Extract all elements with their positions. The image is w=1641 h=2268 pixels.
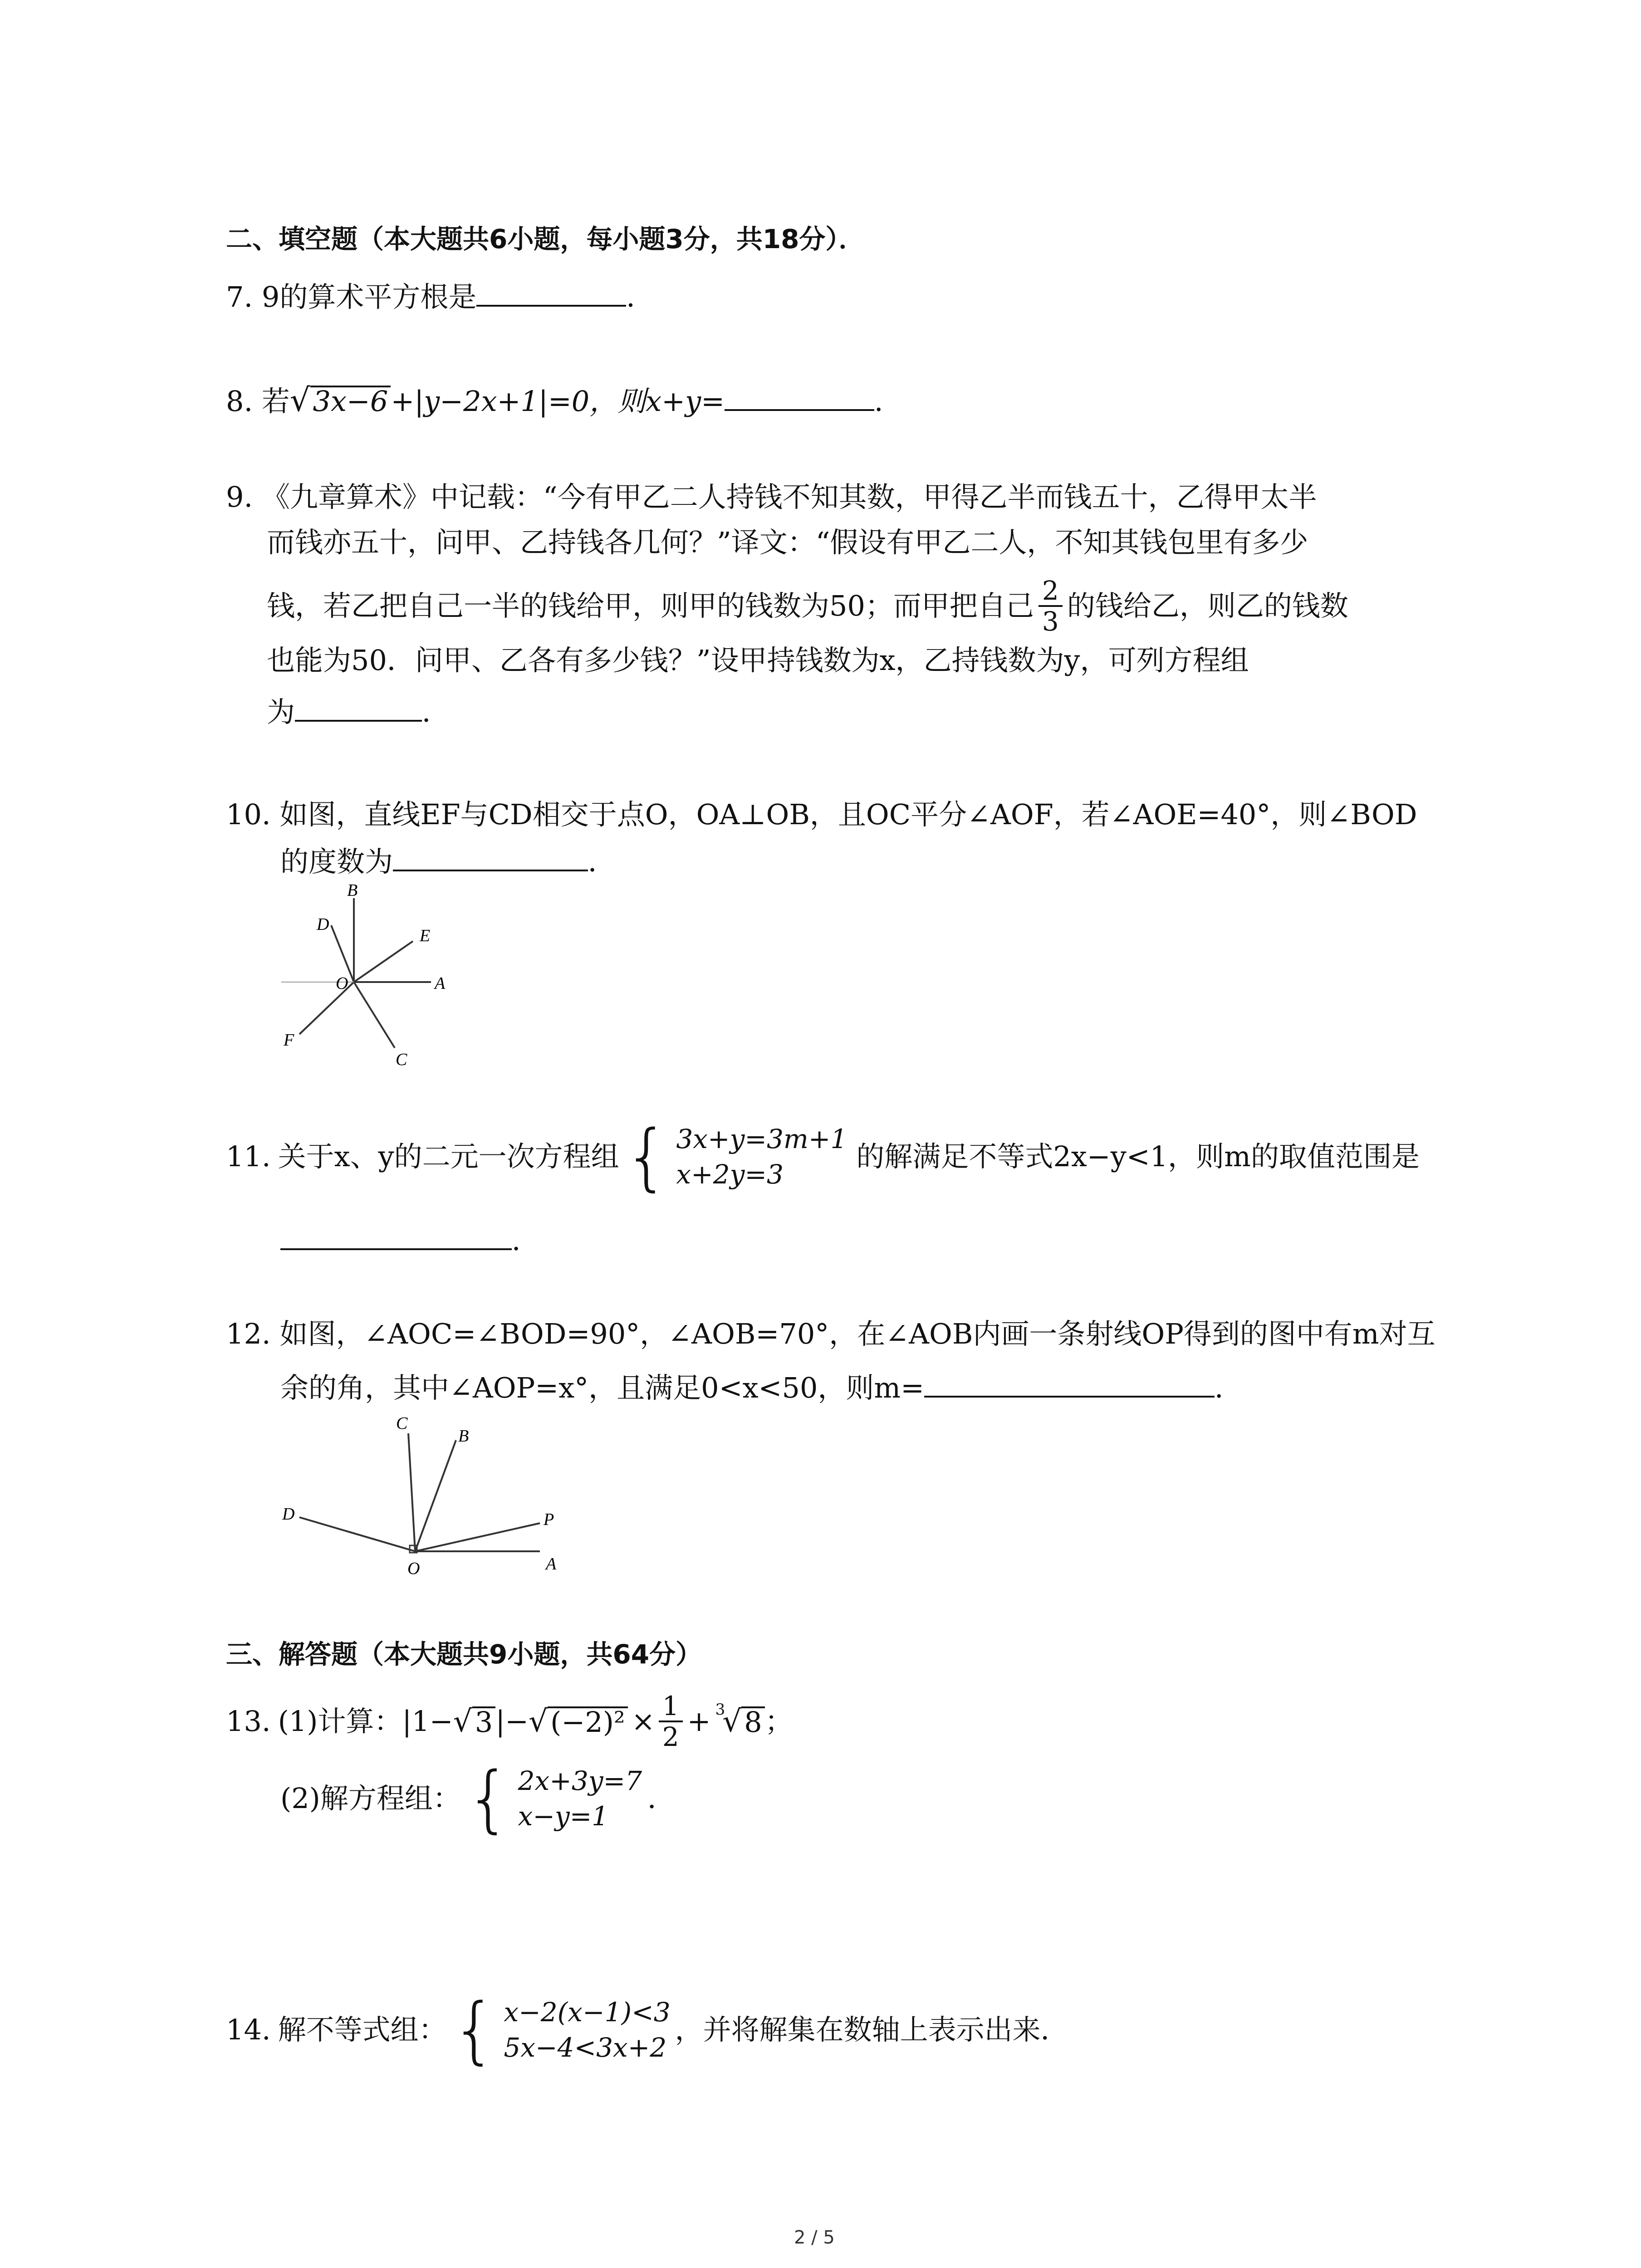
system-brace: {	[451, 1987, 498, 2072]
semicolon: ；	[764, 1705, 793, 1738]
question-text: 《九章算术》中记载：“今有甲乙二人持钱不知其数，甲得乙半而钱五十，乙得甲太半	[261, 480, 1317, 513]
question-text: 的钱给乙，则乙的钱数	[1067, 589, 1348, 622]
period: ．	[874, 385, 903, 418]
fraction-one-half	[659, 1691, 683, 1751]
equation-1: 2x+3y=7	[518, 1765, 642, 1796]
inequality-2: 5x−4<3x+2	[504, 2032, 667, 2063]
label-c: C	[396, 1414, 408, 1433]
question-text: 钱，若乙把自己一半的钱给甲，则甲的钱数为50；而甲把自己	[267, 589, 1034, 622]
question-text: +|y−2x+1|=0，则	[391, 385, 646, 418]
ray-op	[415, 1523, 540, 1551]
times-sign: ×	[631, 1705, 655, 1738]
label-d: D	[282, 1505, 295, 1524]
page-number: 2 / 5	[794, 2227, 835, 2248]
question-9-line1	[226, 480, 1317, 513]
fraction-numerator: 1	[659, 1691, 683, 1722]
period: ．	[512, 1224, 540, 1257]
question-text: 解不等式组：	[278, 2013, 447, 2046]
period: ．	[626, 280, 655, 313]
sqrt-symbol: √	[453, 1704, 472, 1739]
equation-2: x−y=1	[518, 1801, 609, 1832]
cube-root-symbol: √	[722, 1704, 742, 1739]
fraction-denominator: 3	[1042, 606, 1059, 637]
question-text: 关于x、y的二元一次方程组	[278, 1140, 619, 1173]
label-o: O	[336, 974, 348, 993]
question-13-part2	[280, 1756, 676, 1841]
question-text: (1)计算：|1−	[278, 1705, 453, 1738]
system-brace: {	[465, 1756, 512, 1841]
question-10-line1	[226, 798, 1417, 831]
question-10-line2	[280, 846, 616, 876]
label-b: B	[458, 1427, 469, 1446]
question-14	[226, 1987, 1069, 2072]
fraction-two-thirds	[1038, 576, 1063, 636]
ray-oc	[408, 1433, 415, 1551]
question-9-line3	[267, 576, 1348, 636]
question-12-line2	[280, 1372, 1243, 1402]
question-7	[226, 281, 654, 311]
ray-oc	[354, 982, 395, 1048]
label-c: C	[396, 1050, 407, 1069]
question-number: 7.	[226, 280, 253, 313]
answer-blank[interactable]	[924, 1372, 1215, 1398]
question-number: 12.	[226, 1317, 271, 1350]
question-text: 的度数为	[280, 845, 393, 878]
question-number: 8.	[226, 385, 253, 418]
period: ．	[647, 1782, 676, 1815]
equation-1: 3x+y=3m+1	[676, 1124, 847, 1154]
label-p: P	[544, 1510, 554, 1529]
question-number: 10.	[226, 798, 271, 831]
period: ．	[588, 845, 617, 878]
sqrt-symbol: √	[289, 381, 310, 419]
equation-system	[518, 1763, 642, 1834]
question-13-part1	[226, 1687, 793, 1755]
answer-blank[interactable]	[295, 696, 422, 722]
question-text: 为	[267, 695, 295, 728]
radicand-3: 8	[741, 1706, 764, 1736]
label-a: A	[435, 974, 446, 993]
plus-sign: +	[687, 1705, 711, 1738]
question-8	[226, 381, 903, 419]
radicand-1: 3	[472, 1706, 495, 1736]
ray-ob	[415, 1440, 456, 1551]
question-text: 9的算术平方根是	[261, 280, 477, 313]
ray-oe	[354, 941, 413, 982]
question-number: 9.	[226, 480, 253, 513]
question-text: x+y=	[646, 385, 725, 418]
answer-blank[interactable]	[725, 386, 874, 411]
section-3-title: 三、解答题（本大题共9小题，共64分）	[226, 1639, 702, 1670]
question-text: |−	[495, 1705, 529, 1738]
answer-blank[interactable]	[393, 846, 588, 871]
question-9-line5	[267, 696, 450, 726]
sqrt-symbol: √	[529, 1704, 548, 1739]
radicand-2: (−2)²	[548, 1706, 628, 1736]
question-text: 如图，直线EF与CD相交于点O，OA⊥OB，且OC平分∠AOF，若∠AOE=40°，则∠BOD	[279, 798, 1417, 831]
figure-q12	[272, 1406, 590, 1588]
question-text: 若	[261, 385, 290, 418]
question-12-line1	[226, 1317, 1435, 1350]
fraction-denominator: 2	[662, 1721, 679, 1752]
period: ．	[1215, 1371, 1243, 1404]
question-number: 13.	[226, 1705, 271, 1738]
question-9-line4: 也能为50．问甲、乙各有多少钱？”设甲持钱数为x，乙持钱数为y，可列方程组	[267, 644, 1249, 677]
equation-system	[676, 1121, 847, 1192]
question-text: (2)解方程组：	[280, 1782, 461, 1815]
question-text: ，并将解集在数轴上表示出来．	[675, 2013, 1069, 2046]
label-d: D	[317, 915, 329, 934]
answer-blank[interactable]	[280, 1225, 512, 1250]
figure-q10	[263, 885, 490, 1075]
section-2-title: 二、填空题（本大题共6小题，每小题3分，共18分）．	[226, 224, 865, 254]
question-text: 如图，∠AOC=∠BOD=90°，∠AOB=70°，在∠AOB内画一条射线OP得到的图中有m对互	[279, 1317, 1435, 1350]
question-text: 余的角，其中∠AOP=x°，且满足0<x<50，则m=	[280, 1371, 925, 1404]
inequality-1: x−2(x−1)<3	[504, 1997, 671, 2028]
question-11-line2	[280, 1225, 540, 1255]
label-a: A	[546, 1554, 557, 1574]
question-number: 11.	[226, 1140, 271, 1173]
label-o: O	[407, 1559, 420, 1578]
equation-2: x+2y=3	[676, 1159, 784, 1190]
question-text: 的解满足不等式2x−y<1，则m的取值范围是	[856, 1140, 1420, 1173]
system-brace: {	[623, 1114, 670, 1199]
cube-root-index: 3	[715, 1701, 725, 1719]
label-e: E	[420, 926, 431, 945]
fraction-numerator: 2	[1038, 576, 1063, 607]
question-9-line2: 而钱亦五十，问甲、乙持钱各几何？”译文：“假设有甲乙二人，不知其钱包里有多少	[267, 526, 1308, 559]
period: ．	[422, 695, 451, 728]
ray-od	[299, 1517, 415, 1551]
radicand: 3x−6	[310, 386, 391, 415]
question-number: 14.	[226, 2013, 271, 2046]
answer-blank[interactable]	[476, 281, 626, 307]
label-f: F	[284, 1031, 294, 1050]
label-b: B	[347, 885, 358, 900]
question-11-line1	[226, 1114, 1420, 1199]
inequality-system	[504, 1994, 670, 2065]
